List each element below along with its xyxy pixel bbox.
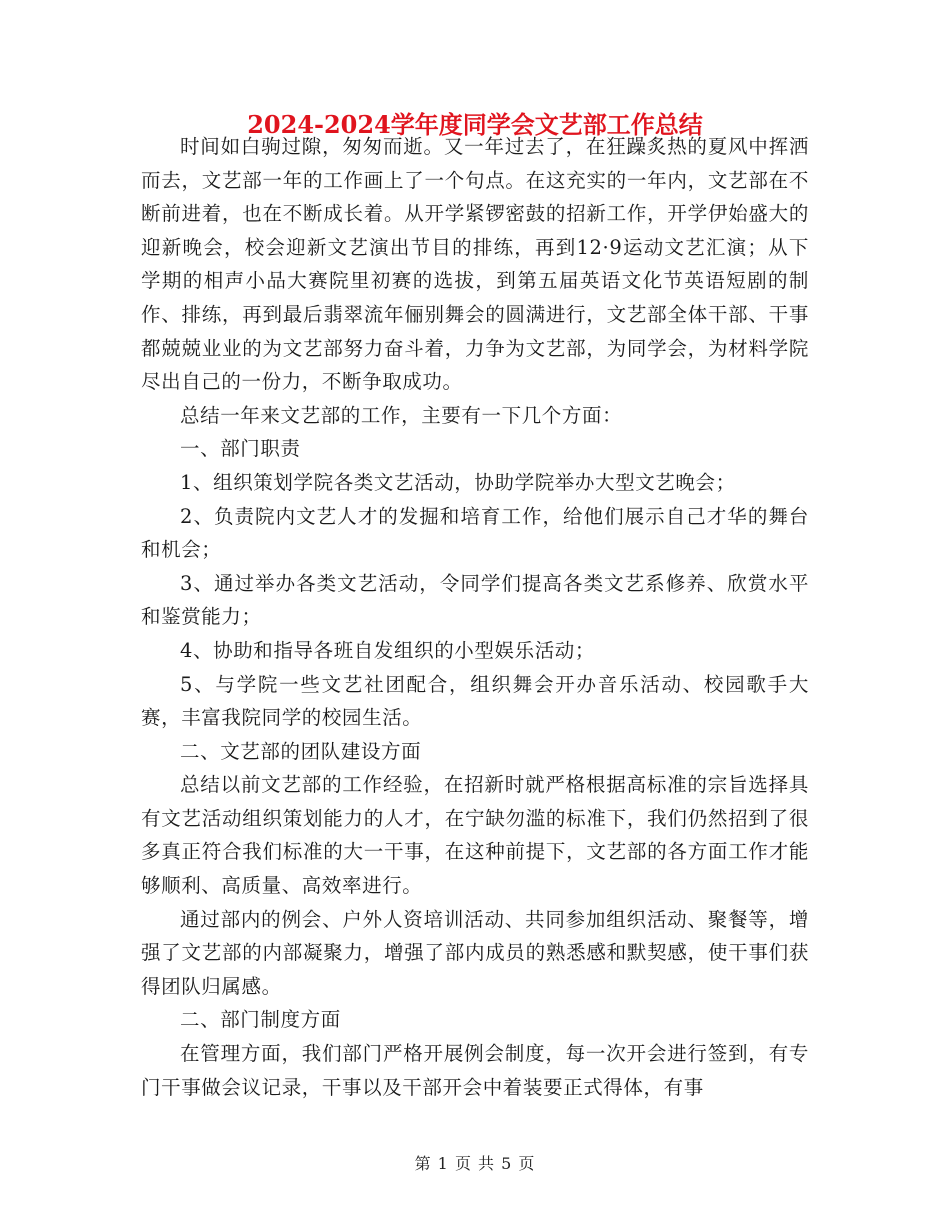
list-item-duty-3: 3、通过举办各类文艺活动，令同学们提高各类文艺系修养、欣赏水平和鉴赏能力；: [141, 571, 809, 629]
page-footer: 第 1 页 共 5 页: [414, 1154, 536, 1173]
document-body: [141, 130, 809, 1104]
paragraph-intro: 时间如白驹过隙，匆匆而逝。又一年过去了，在狂躁炙热的夏风中挥洒而去，文艺部一年的工作画上了一个句点。在这充实的一年内，文艺部在不断前进着，也在不断成长着。从开学紧锣密鼓的招新工作，开学伊始盛大的迎新晚会，校会迎新文艺演出节目的排练，再到12·9运动文艺汇演；从下学期的相声小品大赛院里初赛的选拔，到第五届英语文化节英语短剧的制作、排练，再到最后翡翠流年俪别舞会的圆满进行，文艺部全体干部、干事都兢兢业业的为文艺部努力奋斗着，力争为文艺部，为同学会，为材料学院尽出自己的一份力，不断争取成功。: [141, 135, 809, 394]
list-item-duty-2: 2、负责院内文艺人才的发掘和培育工作，给他们展示自己才华的舞台和机会；: [141, 504, 809, 562]
document-title: 2024-2024学年度同学会文艺部工作总结: [247, 110, 703, 139]
paragraph-summary-lead: 总结一年来文艺部的工作，主要有一下几个方面：: [180, 403, 623, 427]
list-item-duty-4: 4、协助和指导各班自发组织的小型娱乐活动；: [180, 638, 596, 662]
paragraph-rules-management: 在管理方面，我们部门严格开展例会制度，每一次开会进行签到，有专门干事做会议记录，干事以及干部开会中着装要正式得体，有事: [141, 1042, 809, 1099]
list-item-duty-1: 1、组织策划学院各类文艺活动，协助学院举办大型文艺晚会；: [180, 470, 736, 494]
section-heading-duties: 一、部门职责: [180, 437, 301, 461]
paragraph-team-cohesion: 通过部内的例会、户外人资培训活动、共同参加组织活动、聚餐等，增强了文艺部的内部凝聚力，增强了部内成员的熟悉感和默契感，使干事们获得团队归属感。: [141, 907, 809, 998]
section-heading-rules: 二、部门制度方面: [180, 1008, 341, 1032]
paragraph-team-recruit: 总结以前文艺部的工作经验，在招新时就严格根据高标准的宗旨选择具有文艺活动组织策划能力的人才，在宁缺勿滥的标准下，我们仍然招到了很多真正符合我们标准的大一干事，在这种前提下，文艺部的各方面工作才能够顺利、高质量、高效率进行。: [141, 773, 809, 898]
section-heading-team: 二、文艺部的团队建设方面: [180, 739, 422, 763]
list-item-duty-5: 5、与学院一些文艺社团配合，组织舞会开办音乐活动、校园歌手大赛，丰富我院同学的校园生活。: [141, 672, 809, 730]
